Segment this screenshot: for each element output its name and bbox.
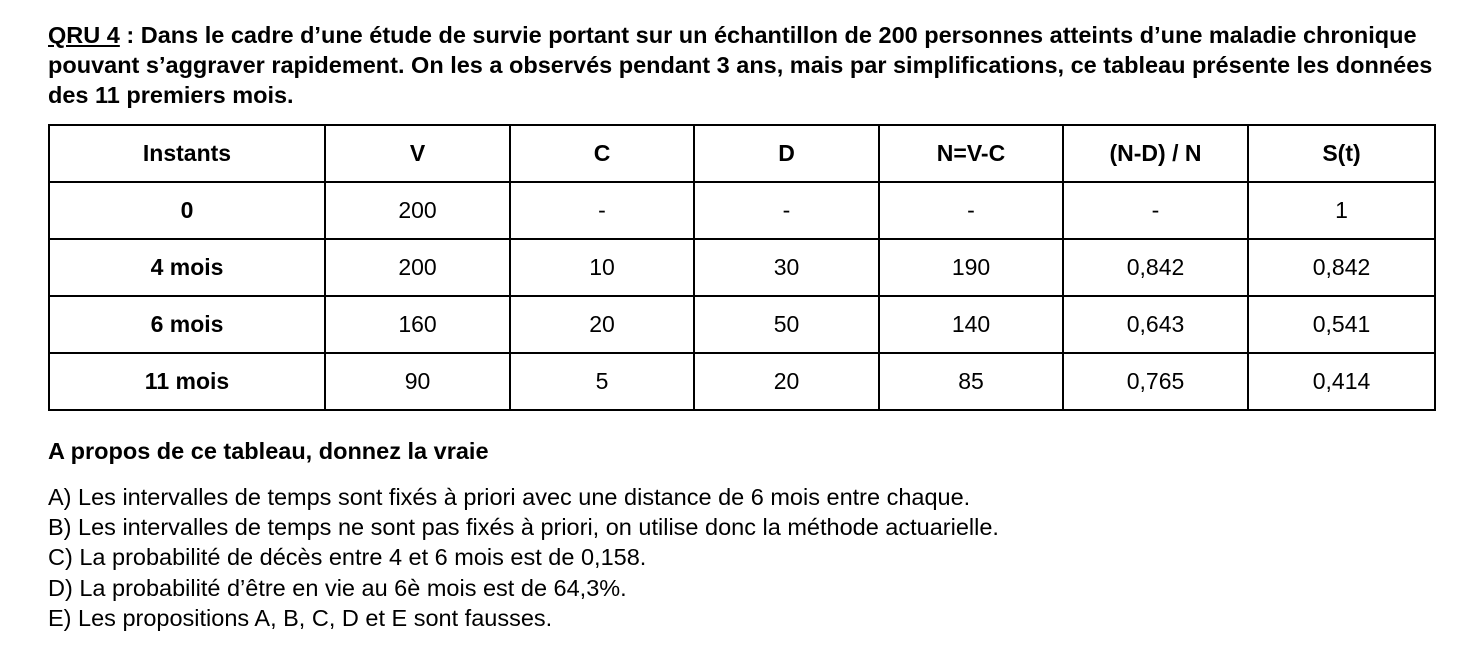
table-cell: 0,643	[1063, 296, 1248, 353]
option-c: C) La probabilité de décès entre 4 et 6 mois est de 0,158.	[48, 544, 647, 571]
table-header-row	[49, 125, 1435, 182]
table-cell: 11 mois	[49, 353, 325, 410]
header-c: C	[510, 125, 694, 182]
header-d: D	[694, 125, 879, 182]
table-row	[49, 353, 1435, 410]
question-label: QRU 4	[48, 22, 120, 48]
table-cell: 20	[694, 353, 879, 410]
table-cell: 200	[325, 239, 510, 296]
table-cell: 1	[1248, 182, 1435, 239]
table-row	[49, 239, 1435, 296]
survival-table	[48, 124, 1436, 411]
table-cell: 0,842	[1063, 239, 1248, 296]
table-cell: 140	[879, 296, 1063, 353]
header-ratio: (N-D) / N	[1063, 125, 1248, 182]
question-text	[48, 20, 1438, 110]
header-v: V	[325, 125, 510, 182]
table-row	[49, 182, 1435, 239]
table-cell: -	[1063, 182, 1248, 239]
table-cell: 30	[694, 239, 879, 296]
table-cell: -	[879, 182, 1063, 239]
option-e: E) Les propositions A, B, C, D et E sont fausses.	[48, 604, 553, 631]
table-cell: 200	[325, 182, 510, 239]
table-cell: 190	[879, 239, 1063, 296]
question-prompt: A propos de ce tableau, donnez la vraie	[48, 438, 489, 464]
table-cell: 0,414	[1248, 353, 1435, 410]
table-cell: 0,842	[1248, 239, 1435, 296]
table-cell: 10	[510, 239, 694, 296]
table-cell: 50	[694, 296, 879, 353]
answer-options	[48, 482, 999, 633]
question-separator: :	[119, 22, 141, 48]
table-cell: 160	[325, 296, 510, 353]
table-cell: 90	[325, 353, 510, 410]
header-st: S(t)	[1248, 125, 1435, 182]
table-cell: 6 mois	[49, 296, 325, 353]
header-instants: Instants	[49, 125, 325, 182]
table-cell: 85	[879, 353, 1063, 410]
table-cell: 4 mois	[49, 239, 325, 296]
question-body: Dans le cadre d’une étude de survie portant sur un échantillon de 200 personnes atteints d’une maladie chronique pouvant s’aggraver rapidement. On les a observés pendant 3 ans, mais par simplifications, ce tableau présente les données des 11 premiers mois.	[48, 22, 1433, 108]
table-cell: 0,541	[1248, 296, 1435, 353]
table-cell: -	[694, 182, 879, 239]
header-n: N=V-C	[879, 125, 1063, 182]
option-a: A) Les intervalles de temps sont fixés à priori avec une distance de 6 mois entre chaque.	[48, 484, 971, 510]
table-cell: 5	[510, 353, 694, 410]
table-row	[49, 296, 1435, 353]
table-cell: -	[510, 182, 694, 239]
option-d: D) La probabilité d’être en vie au 6è mois est de 64,3%.	[48, 574, 627, 601]
table-cell: 0	[49, 182, 325, 239]
table-cell: 20	[510, 296, 694, 353]
option-b: B) Les intervalles de temps ne sont pas fixés à priori, on utilise donc la méthode actuarielle.	[48, 514, 999, 541]
table-cell: 0,765	[1063, 353, 1248, 410]
